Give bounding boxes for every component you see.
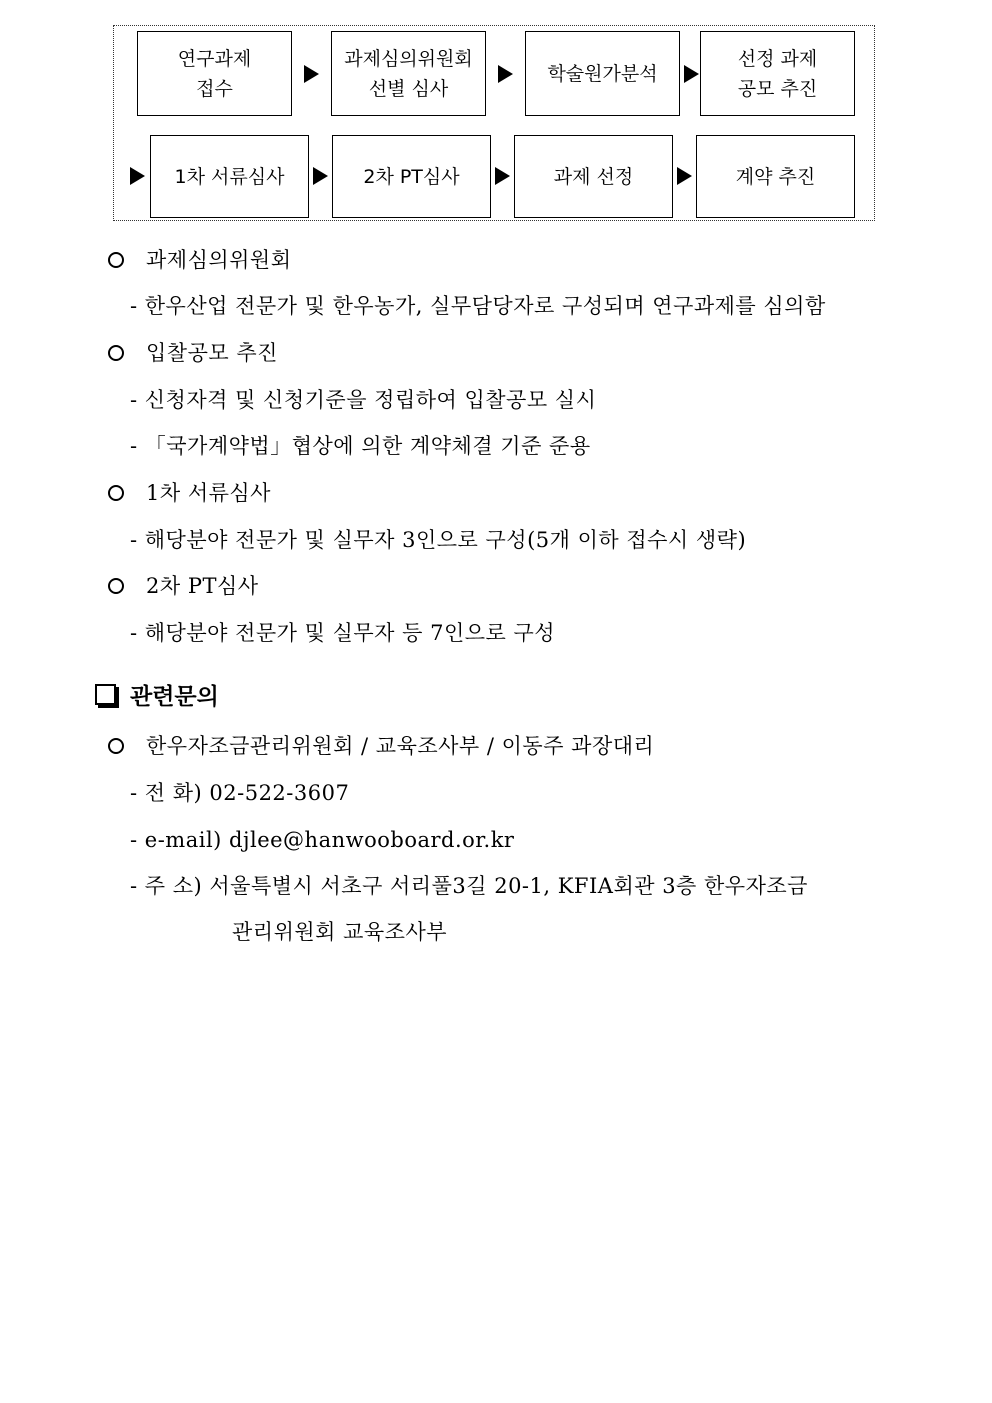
section-second-review-title: 2차 PT심사 [108, 572, 259, 600]
arrow-icon [495, 167, 510, 185]
section-second-review-detail: - 해당분야 전문가 및 실무자 등 7인으로 구성 [130, 621, 556, 645]
inquiry-phone: - 전 화) 02-522-3607 [130, 781, 350, 805]
section-bidding-detail-2: - 「국가계약법」협상에 의한 계약체결 기준 준용 [130, 434, 591, 458]
circle-bullet-icon [108, 345, 124, 361]
arrow-icon [304, 65, 319, 83]
section-committee-detail: - 한우산업 전문가 및 한우농가, 실무담당자로 구성되며 연구과제를 심의함 [130, 294, 826, 318]
flow-step-selection: 과제 선정 [514, 135, 673, 218]
flow-step-public-bid: 선정 과제 공모 추진 [700, 31, 855, 116]
flow-step-cost-analysis: 학술원가분석 [525, 31, 680, 116]
inquiry-email: - e-mail) djlee@hanwooboard.or.kr [130, 828, 515, 852]
inquiry-heading: 관련문의 [95, 682, 219, 712]
arrow-icon [677, 167, 692, 185]
section-bidding-title: 입찰공모 추진 [108, 339, 278, 367]
inquiry-org: 한우자조금관리위원회 / 교육조사부 / 이동주 과장대리 [108, 732, 654, 760]
section-first-review-detail: - 해당분야 전문가 및 실무자 3인으로 구성(5개 이하 접수시 생략) [130, 528, 747, 552]
circle-bullet-icon [108, 485, 124, 501]
flow-step-contract: 계약 추진 [696, 135, 855, 218]
inquiry-address-continued: 관리위원회 교육조사부 [232, 920, 448, 944]
circle-bullet-icon [108, 738, 124, 754]
inquiry-address: - 주 소) 서울특별시 서초구 서리풀3길 20-1, KFIA회관 3층 한우자조금 [130, 874, 808, 898]
section-committee-title: 과제심의위원회 [108, 246, 292, 274]
checkbox-square-icon [95, 684, 116, 705]
flow-step-document-review: 1차 서류심사 [150, 135, 309, 218]
circle-bullet-icon [108, 578, 124, 594]
flow-step-pt-review: 2차 PT심사 [332, 135, 491, 218]
arrow-icon [313, 167, 328, 185]
section-bidding-detail-1: - 신청자격 및 신청기준을 정립하여 입찰공모 실시 [130, 388, 597, 412]
flow-step-receipt: 연구과제 접수 [137, 31, 292, 116]
circle-bullet-icon [108, 252, 124, 268]
arrow-icon [684, 65, 699, 83]
flow-step-committee-review: 과제심의위원회 선별 심사 [331, 31, 486, 116]
arrow-icon [130, 167, 145, 185]
arrow-icon [498, 65, 513, 83]
section-first-review-title: 1차 서류심사 [108, 479, 271, 507]
